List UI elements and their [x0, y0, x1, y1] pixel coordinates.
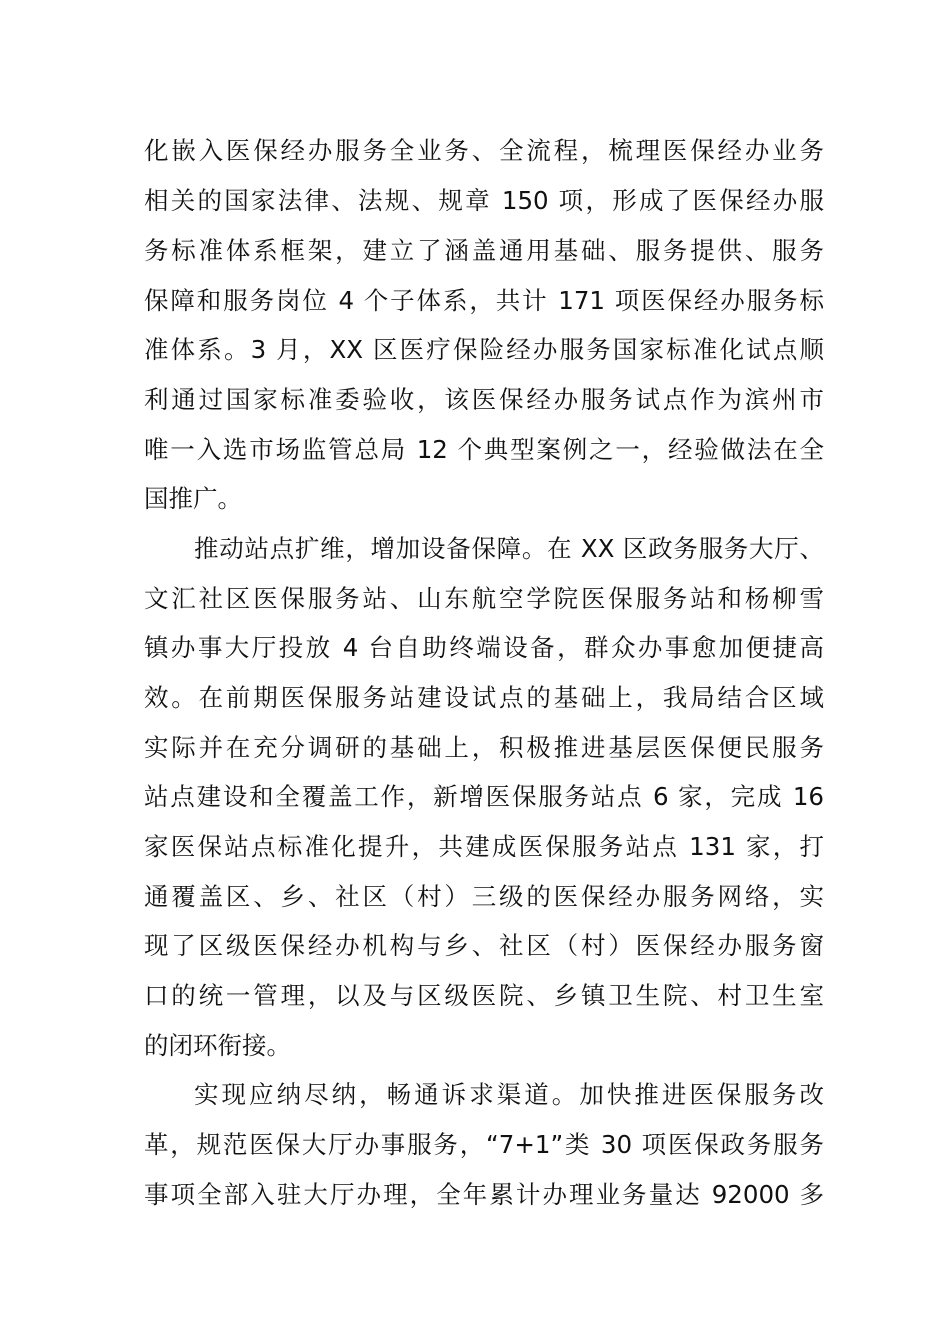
text-line: 镇办事大厅投放 4 台自助终端设备，群众办事愈加便捷高 [144, 633, 824, 662]
text-line: 实际并在充分调研的基础上，积极推进基层医保便民服务 [144, 733, 824, 762]
text-line: 务标准体系框架，建立了涵盖通用基础、服务提供、服务 [144, 236, 824, 265]
text-line: 事项全部入驻大厅办理，全年累计办理业务量达 92000 多 [144, 1180, 824, 1209]
text-line: 家医保站点标准化提升，共建成医保服务站点 131 家，打 [144, 832, 824, 861]
text-line: 站点建设和全覆盖工作，新增医保服务站点 6 家，完成 16 [144, 782, 824, 811]
text-line: 革，规范医保大厅办事服务，“7+1”类 30 项医保政务服务 [144, 1130, 824, 1159]
text-line: 国推广。 [144, 484, 242, 513]
text-line: 现了区级医保经办机构与乡、社区（村）医保经办服务窗 [144, 931, 824, 960]
paragraph-heading-line: 推动站点扩维，增加设备保障。在 XX 区政务服务大厅、 [194, 534, 824, 563]
text-line: 效。在前期医保服务站建设试点的基础上，我局结合区域 [144, 683, 824, 712]
text-line: 准体系。3 月，XX 区医疗保险经办服务国家标准化试点顺 [144, 335, 824, 364]
paragraph-heading-line: 实现应纳尽纳，畅通诉求渠道。加快推进医保服务改 [194, 1080, 824, 1109]
text-line: 利通过国家标准委验收，该医保经办服务试点作为滨州市 [144, 385, 824, 414]
text-line: 保障和服务岗位 4 个子体系，共计 171 项医保经办服务标 [144, 286, 824, 315]
text-line: 唯一入选市场监管总局 12 个典型案例之一，经验做法在全 [144, 435, 824, 464]
text-line: 口的统一管理，以及与区级医院、乡镇卫生院、村卫生室 [144, 981, 824, 1010]
text-line: 的闭环衔接。 [144, 1031, 291, 1060]
text-line: 化嵌入医保经办服务全业务、全流程，梳理医保经办业务 [144, 136, 824, 165]
text-line: 通覆盖区、乡、社区（村）三级的医保经办服务网络，实 [144, 882, 824, 911]
text-line: 相关的国家法律、法规、规章 150 项，形成了医保经办服 [144, 186, 824, 215]
text-line: 文汇社区医保服务站、山东航空学院医保服务站和杨柳雪 [144, 584, 824, 613]
